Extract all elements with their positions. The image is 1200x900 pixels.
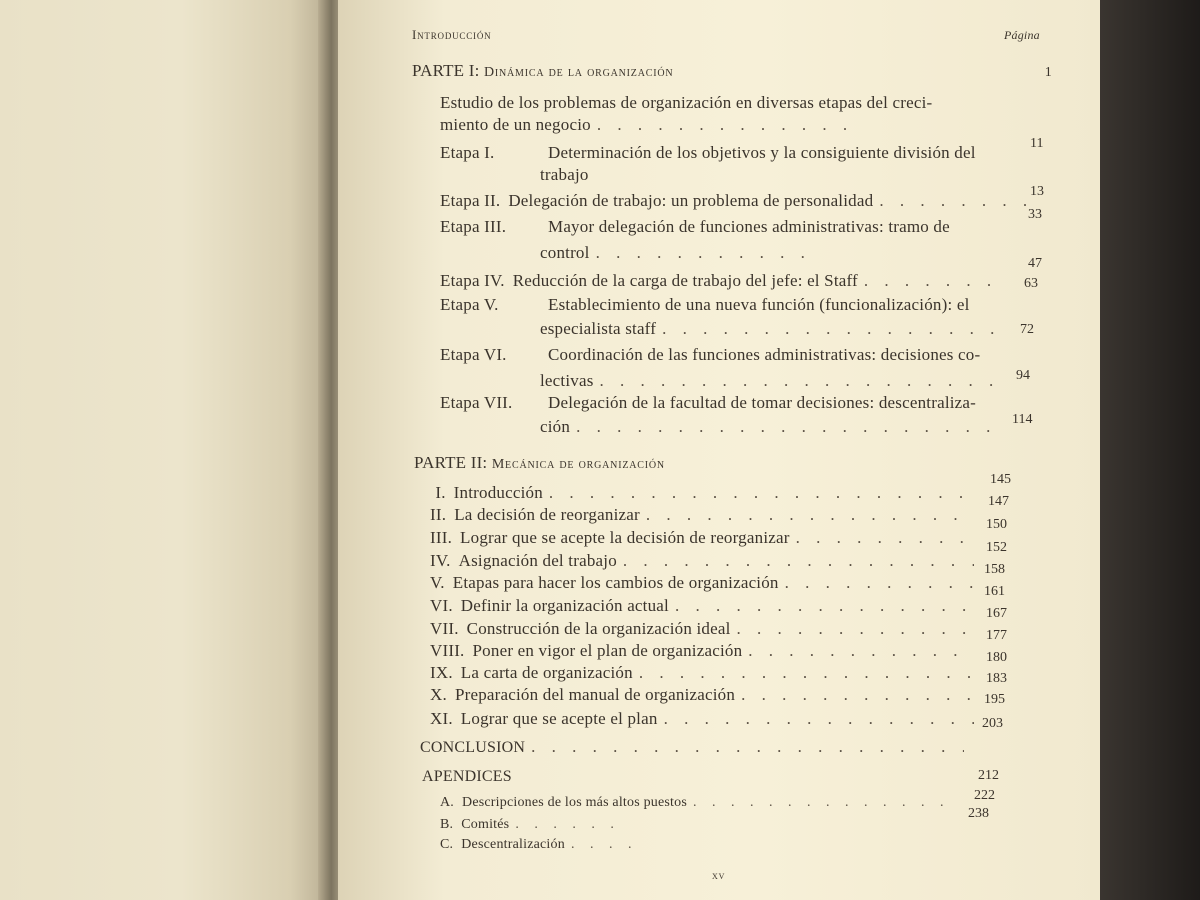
leader-dots (664, 708, 974, 730)
leader-dots (600, 370, 1004, 392)
leader-dots (531, 736, 964, 758)
stage-number: Etapa I. (440, 143, 495, 162)
leader-dots (571, 834, 634, 856)
list-item (430, 527, 980, 549)
leader-dots (748, 640, 974, 662)
stage-title: Coordinación de las funciones administrativas: decisiones co- (548, 345, 981, 364)
item-page: 161 (984, 584, 1005, 599)
stage-title: Reducción de la carga de trabajo del jefe: el Staff (512, 271, 858, 290)
appendix-item (440, 834, 640, 856)
stage-title-cont (540, 318, 1000, 340)
stage-title: Delegación de trabajo: un problema de personalidad (508, 191, 874, 210)
item-page: 177 (986, 628, 1007, 643)
item-number: VII. (430, 619, 459, 638)
item-number: VIII. (430, 641, 465, 660)
stage-title: ción (540, 417, 571, 436)
item-page: 152 (986, 540, 1007, 555)
item-number: C. (440, 837, 454, 852)
leader-dots (693, 792, 954, 814)
item-page: 158 (984, 562, 1005, 577)
item-label: Descripciones de los más altos puestos (462, 795, 687, 810)
leader-dots (596, 242, 814, 264)
item-number: B. (440, 817, 454, 832)
stage-title-cont (540, 370, 1010, 392)
stage-page: 72 (1020, 322, 1034, 337)
stage-title: Establecimiento de una nueva función (funcionalización): el (548, 295, 970, 314)
list-item (430, 662, 980, 684)
list-item (430, 684, 980, 706)
stage-row (440, 270, 1000, 292)
item-label: Asignación del trabajo (458, 551, 617, 570)
stage-page: 94 (1016, 368, 1030, 383)
leader-dots (741, 684, 974, 706)
item-page: 183 (986, 671, 1007, 686)
leader-dots (796, 527, 974, 549)
stage-row (440, 216, 950, 238)
part1-label: PARTE I: (412, 61, 480, 80)
part2-label: PARTE II: (414, 453, 488, 472)
part1-intro-line2 (440, 114, 860, 136)
leader-dots (737, 618, 974, 640)
folio: xv (712, 868, 726, 882)
stage-title: Delegación de la facultad de tomar decisiones: descentraliza- (548, 393, 977, 412)
part1-intro-page: 11 (1030, 136, 1044, 151)
stage-title-cont (540, 242, 820, 264)
stage-title-cont (540, 416, 1000, 438)
list-item (430, 572, 980, 594)
item-page: 150 (986, 517, 1007, 532)
item-label: La carta de organización (460, 663, 633, 682)
item-label: Preparación del manual de organización (454, 685, 736, 704)
part1-heading (412, 60, 1052, 84)
stage-page: 63 (1024, 276, 1038, 291)
stage-row (440, 294, 970, 316)
stage-row (440, 392, 976, 414)
appendix-item (440, 814, 620, 836)
stage-title: lectivas (540, 371, 594, 390)
leader-dots (646, 504, 974, 526)
item-page: 203 (982, 716, 1003, 731)
stage-title: control (540, 243, 590, 262)
leader-dots (639, 662, 974, 684)
part1-title: Dinámica de la organización (483, 65, 674, 80)
item-number: X. (430, 685, 447, 704)
leader-dots (662, 318, 994, 340)
item-label: Comités (461, 817, 510, 832)
leader-dots (675, 595, 974, 617)
leader-dots (549, 482, 974, 504)
item-label: La decisión de reorganizar (454, 505, 640, 524)
stage-number: Etapa IV. (440, 271, 505, 290)
item-label: Construcción de la organización ideal (466, 619, 731, 638)
leader-dots (879, 190, 1039, 212)
stage-row (440, 190, 1045, 212)
item-label: Introducción (453, 483, 543, 502)
item-label: Lograr que se acepte la decisión de reorganizar (460, 528, 790, 547)
item-label: Poner en vigor el plan de organización (472, 641, 743, 660)
list-item (430, 618, 980, 640)
stage-number: Etapa VI. (440, 345, 507, 364)
item-label: Lograr que se acepte el plan (460, 709, 658, 728)
list-item (430, 504, 980, 526)
appendices-page: 222 (974, 788, 995, 803)
conclusion-row (420, 736, 970, 759)
item-page: 167 (986, 606, 1007, 621)
item-label: Definir la organización actual (460, 596, 669, 615)
list-item (430, 640, 980, 662)
part1-page: 1 (1044, 65, 1052, 80)
item-number: VI. (430, 596, 453, 615)
stage-page: 114 (1012, 412, 1033, 427)
list-item (430, 550, 980, 572)
item-number: I. (435, 483, 446, 502)
part1-intro-label: miento de un negocio (440, 115, 591, 134)
item-label: Descentralización (461, 837, 565, 852)
stage-number: Etapa VII. (440, 393, 513, 412)
item-page: 195 (984, 692, 1005, 707)
leader-dots (785, 572, 974, 594)
part2-heading (414, 452, 665, 476)
stage-title-cont: trabajo (540, 165, 589, 184)
item-number: III. (430, 528, 453, 547)
stage-page: 33 (1028, 207, 1042, 222)
stage-title: especialista staff (540, 319, 657, 338)
part2-page: 145 (990, 472, 1011, 487)
stage-page: 13 (1030, 184, 1044, 199)
conclusion-page: 212 (978, 768, 999, 783)
header-introduccion: Introducción (412, 27, 492, 42)
leader-dots (864, 270, 994, 292)
header-pagina: Página (1004, 28, 1040, 42)
stage-number: Etapa III. (440, 217, 507, 236)
item-number: V. (430, 573, 445, 592)
item-label: Etapas para hacer los cambios de organización (452, 573, 779, 592)
appendix-page: 238 (968, 806, 989, 821)
stage-title: Mayor delegación de funciones administrativas: tramo de (548, 217, 950, 236)
appendices-heading: APENDICES (422, 768, 512, 785)
part1-intro-line1: Estudio de los problemas de organización en diversas etapas del creci- (440, 93, 933, 112)
list-item (430, 708, 980, 730)
leader-dots (623, 550, 974, 572)
item-page: 180 (986, 650, 1007, 665)
stage-title: Determinación de los objetivos y la consiguiente división del (548, 143, 976, 162)
leader-dots (597, 114, 854, 136)
leader-dots (576, 416, 994, 438)
stage-row (440, 344, 980, 366)
part2-title: Mecánica de organización (491, 457, 665, 472)
stage-number: Etapa V. (440, 295, 499, 314)
stage-page: 47 (1028, 256, 1042, 271)
stage-number: Etapa II. (440, 191, 501, 210)
item-number: A. (440, 795, 455, 810)
item-number: II. (430, 505, 447, 524)
stage-row (440, 142, 976, 164)
item-page: 147 (988, 494, 1009, 509)
appendix-item (440, 792, 960, 814)
item-number: IV. (430, 551, 451, 570)
conclusion-label: CONCLUSION (420, 739, 526, 756)
item-number: IX. (430, 663, 453, 682)
item-number: XI. (430, 709, 453, 728)
leader-dots (515, 814, 614, 836)
list-item (430, 482, 980, 504)
list-item (430, 595, 980, 617)
